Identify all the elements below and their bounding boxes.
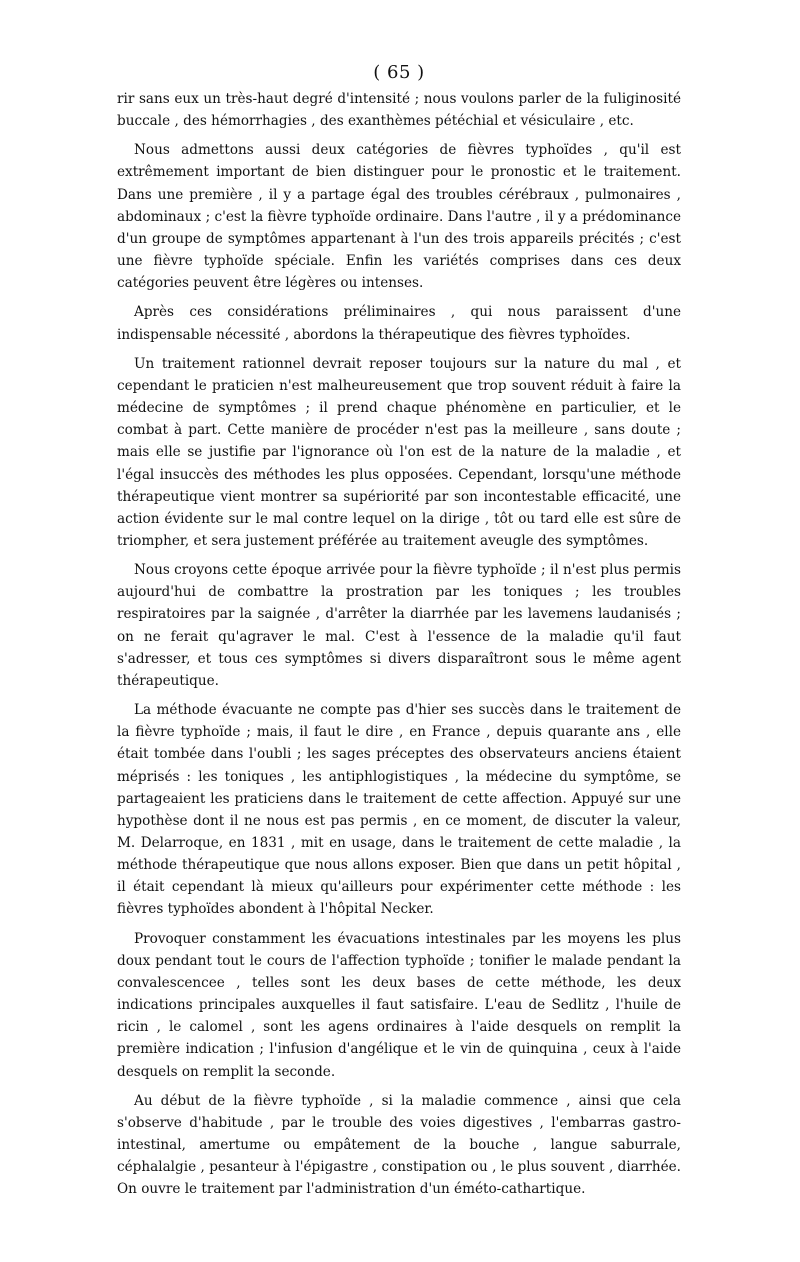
paragraph: Provoquer constamment les évacuations intestinales par les moyens les plus doux pendant tout le cours de l'affection typhoïde ; tonifier le malade pendant la convalescencee , telles sont les deux bases de cette méthode, les deux indications principales auxquelles il faut satisfaire. L'eau de Sedlitz , l'huile de ricin , le calomel , sont les agens ordinaires à l'aide desquels on remplit la première indication ; l'infusion d'angélique et le vin de quinquina , ceux à l'aide desquels on remplit la seconde. <box>117 930 681 1080</box>
paragraph-continued: rir sans eux un très-haut degré d'intensité ; nous voulons parler de la fuliginosité buccale , des hémorrhagies , des exanthèmes pétéchial et vésiculaire , etc. <box>117 91 681 130</box>
book-page <box>117 60 681 1208</box>
page-number: ( 65 ) <box>373 62 425 83</box>
paragraph: La méthode évacuante ne compte pas d'hier ses succès dans le traitement de la fièvre typhoïde ; mais, il faut le dire , en France , depuis quarante ans , elle était tombée dans l'oubli ; les sages préceptes des observateurs anciens étaient méprisés : les toniques , les antiphlogistiques , la médecine du symptôme, se partageaient les praticiens dans le traitement de cette affection. Appuyé sur une hypothèse dont il ne nous est pas permis , en ce moment, de discuter la valeur, M. Delarroque, en 1831 , mit en usage, dans le traitement de cette maladie , la méthode thérapeutique que nous allons exposer. Bien que dans un petit hôpital , il était cependant là mieux qu'ailleurs pour expérimenter cette méthode : les fièvres typhoïdes abondent à l'hôpital Necker. <box>117 702 681 918</box>
paragraph: Au début de la fièvre typhoïde , si la maladie commence , ainsi que cela s'observe d'habitude , par le trouble des voies digestives , l'embarras gastro-intestinal, amertume ou empâtement de la bouche , langue saburrale, céphalalgie , pesanteur à l'épigastre , constipation ou , le plus souvent , diarrhée. On ouvre le traitement par l'administration d'un éméto-cathartique. <box>117 1092 681 1198</box>
paragraph: Un traitement rationnel devrait reposer toujours sur la nature du mal , et cependant le praticien n'est malheureusement que trop souvent réduit à faire la médecine de symptômes ; il prend chaque phénomène en particulier, et le combat à part. Cette manière de procéder n'est pas la meilleure , sans doute ; mais elle se justifie par l'ignorance où l'on est de la nature de la maladie , et l'égal insuccès des méthodes les plus opposées. Cependant, lorsqu'une méthode thérapeutique vient montrer sa supériorité par son incontestable efficacité, une action évidente sur le mal contre lequel on la dirige , tôt ou tard elle est sûre de triompher, et sera justement préférée au traitement aveugle des symptômes. <box>117 355 681 549</box>
paragraph: Nous croyons cette époque arrivée pour la fièvre typhoïde ; il n'est plus permis aujourd'hui de combattre la prostration par les toniques ; les troubles respiratoires par la saignée , d'arrêter la diarrhée par les lavemens laudanisés ; on ne ferait qu'agraver le mal. C'est à l'essence de la maladie qu'il faut s'adresser, et tous ces symptômes si divers disparaîtront sous le même agent thérapeutique. <box>117 562 681 689</box>
paragraph: Nous admettons aussi deux catégories de fièvres typhoïdes , qu'il est extrêmement important de bien distinguer pour le pronostic et le traitement. Dans une première , il y a partage égal des troubles cérébraux , pulmonaires , abdominaux ; c'est la fièvre typhoïde ordinaire. Dans l'autre , il y a prédominance d'un groupe de symptômes appartenant à l'un des trois appareils précités ; c'est une fièvre typhoïde spéciale. Enfin les variétés comprises dans ces deux catégories peuvent être légères ou intenses. <box>117 142 681 292</box>
paragraph: Après ces considérations préliminaires , qui nous paraissent d'une indispensable nécessité , abordons la thérapeutique des fièvres typhoïdes. <box>117 304 681 343</box>
